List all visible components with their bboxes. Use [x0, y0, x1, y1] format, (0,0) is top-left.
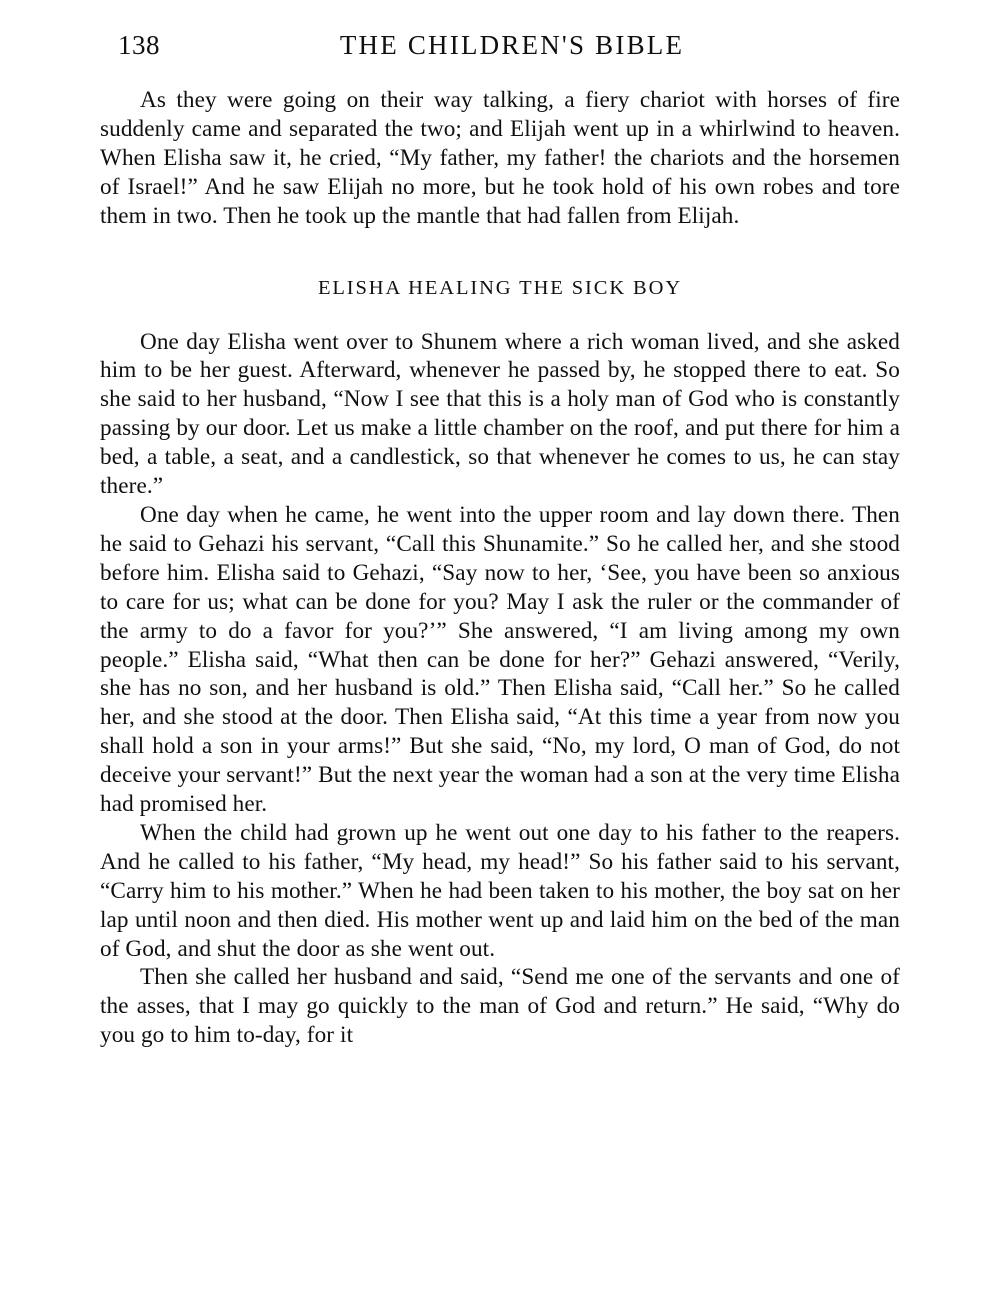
page-number: 138: [118, 30, 160, 60]
paragraph-5: Then she called her husband and said, “Send me one of the servants and one of the asses, that I may go quickly to the man of God and return.” He said, “Why do you go to him to-day, for it: [100, 964, 900, 1049]
page-header: [82, 30, 918, 74]
paragraph-4: When the child had grown up he went out one day to his father to the reapers. And he called to his father, “My head, my head!” So his father said to his servant, “Carry him to his mother.” When he had been taken to his mother, the boy sat on her lap until noon and then died. His mother went up and laid him on the bed of the man of God, and shut the door as she went out.: [100, 819, 900, 962]
section-heading: ELISHA HEALING THE SICK BOY: [317, 276, 683, 299]
paragraph-2: One day Elisha went over to Shunem where a rich woman lived, and she asked him to be her guest. Afterward, whenever he passed by, he stopped there to eat. So she said to her husband, “Now I see that this is a holy man of God who is constantly passing by our door. Let us make a little chamber on the roof, and put there for him a bed, a table, a seat, and a candlestick, so that whenever he comes to us, he can stay there.”: [100, 328, 900, 500]
paragraph-3: One day when he came, he went into the upper room and lay down there. Then he said to Gehazi his servant, “Call this Shunamite.” So he called her, and she stood before him. Elisha said to Gehazi, “Say now to her, ‘See, you have been so anxious to care for us; what can be done for you? May I ask the ruler or the commander of the army to do a favor for you?’” She answered, “I am living among my own people.” Elisha said, “What then can be done for her?” Gehazi answered, “Verily, she has no son, and her husband is old.” Then Elisha said, “Call her.” So he called her, and she stood at the door. Then Elisha said, “At this time a year from now you shall hold a son in your arms!” But she said, “No, my lord, O man of God, do not deceive your servant!” But the next year the woman had a son at the very time Elisha had promised her.: [100, 501, 900, 818]
paragraph-1: As they were going on their way talking, a fiery chariot with horses of fire suddenly came and separated the two; and Elijah went up in a whirlwind to heaven. When Elisha saw it, he cried, “My father, my father! the chariots and the horsemen of Israel!” And he saw Elijah no more, but he took hold of his own robes and tore them in two. Then he took up the mantle that had fallen from Elijah.: [100, 87, 900, 229]
text-column: [100, 86, 900, 1050]
running-head: THE CHILDREN'S BIBLE: [339, 30, 685, 60]
